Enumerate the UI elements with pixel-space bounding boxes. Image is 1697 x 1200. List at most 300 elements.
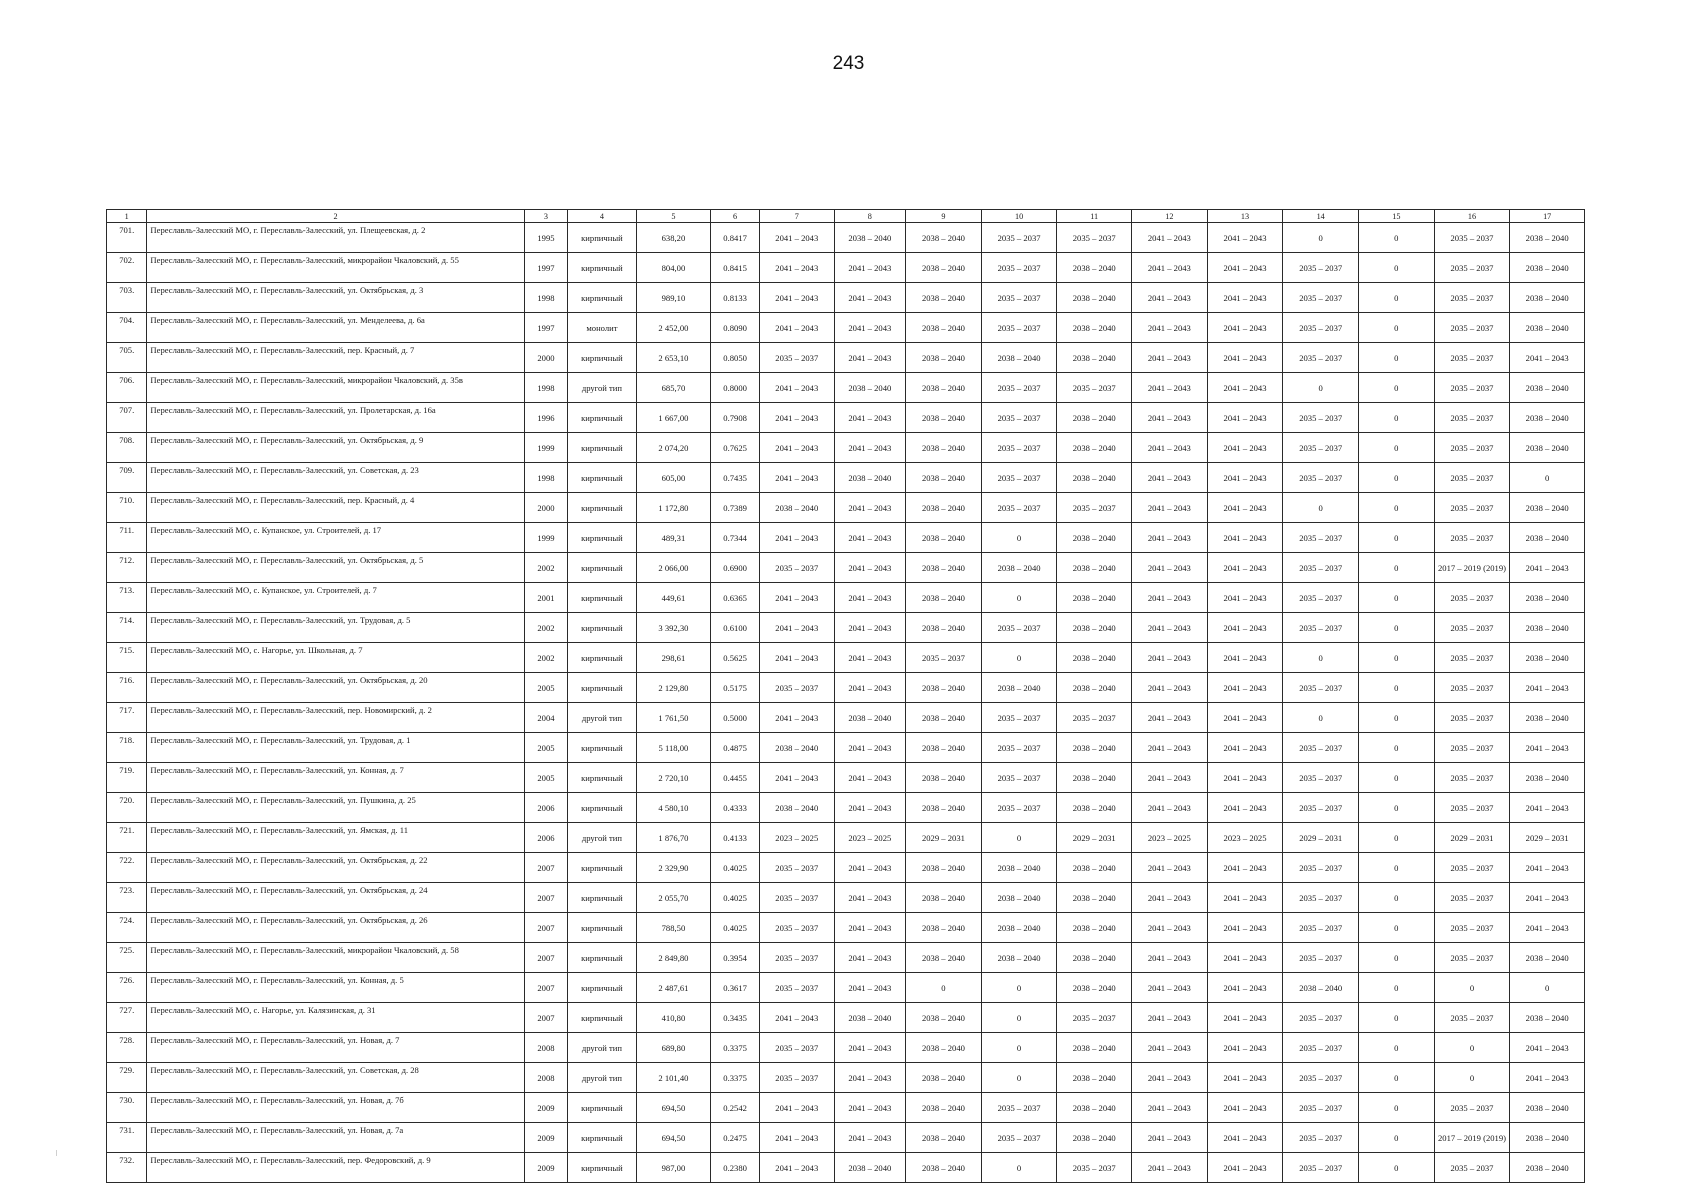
cell-period-13: 2041 – 2043 — [1207, 493, 1283, 523]
cell-address: Переславль-Залесский МО, г. Переславль-Залесский, ул. Октябрьская, д. 5 — [147, 553, 524, 583]
cell-period-12: 2041 – 2043 — [1132, 913, 1208, 943]
cell-period-7: 2041 – 2043 — [759, 1003, 834, 1033]
cell-area: 1 172,80 — [636, 493, 711, 523]
cell-area: 410,80 — [636, 1003, 711, 1033]
table-row — [107, 283, 1585, 313]
cell-period-17: 2038 – 2040 — [1510, 373, 1585, 403]
cell-period-9: 2038 – 2040 — [906, 943, 982, 973]
cell-period-14: 2035 – 2037 — [1283, 763, 1359, 793]
cell-wall-material: кирпичный — [568, 583, 636, 613]
cell-year-built: 2004 — [524, 703, 568, 733]
cell-period-8: 2041 – 2043 — [834, 1093, 906, 1123]
cell-address: Переславль-Залесский МО, с. Нагорье, ул. Школьная, д. 7 — [147, 643, 524, 673]
cell-period-8: 2041 – 2043 — [834, 913, 906, 943]
cell-wall-material: кирпичный — [568, 1093, 636, 1123]
cell-coefficient: 0.2542 — [711, 1093, 760, 1123]
cell-period-13: 2041 – 2043 — [1207, 793, 1283, 823]
cell-period-12: 2041 – 2043 — [1132, 643, 1208, 673]
cell-row-number: 715. — [107, 643, 147, 673]
cell-period-14: 2038 – 2040 — [1283, 973, 1359, 1003]
cell-coefficient: 0.5625 — [711, 643, 760, 673]
cell-row-number: 718. — [107, 733, 147, 763]
cell-area: 2 849,80 — [636, 943, 711, 973]
cell-coefficient: 0.7625 — [711, 433, 760, 463]
cell-area: 2 066,00 — [636, 553, 711, 583]
cell-period-13: 2041 – 2043 — [1207, 553, 1283, 583]
table-row — [107, 1123, 1585, 1153]
cell-wall-material: кирпичный — [568, 1123, 636, 1153]
cell-row-number: 704. — [107, 313, 147, 343]
cell-period-7: 2035 – 2037 — [759, 343, 834, 373]
cell-period-12: 2041 – 2043 — [1132, 223, 1208, 253]
cell-period-13: 2041 – 2043 — [1207, 643, 1283, 673]
cell-period-8: 2041 – 2043 — [834, 403, 906, 433]
cell-wall-material: кирпичный — [568, 853, 636, 883]
scan-mark — [56, 1150, 57, 1156]
cell-period-9: 2038 – 2040 — [906, 1063, 982, 1093]
cell-row-number: 721. — [107, 823, 147, 853]
cell-wall-material: кирпичный — [568, 403, 636, 433]
table-row — [107, 733, 1585, 763]
cell-wall-material: кирпичный — [568, 463, 636, 493]
cell-period-17: 2041 – 2043 — [1510, 553, 1585, 583]
cell-period-16: 0 — [1434, 1063, 1510, 1093]
cell-period-11: 2029 – 2031 — [1057, 823, 1132, 853]
cell-coefficient: 0.7389 — [711, 493, 760, 523]
cell-row-number: 719. — [107, 763, 147, 793]
cell-period-17: 2038 – 2040 — [1510, 763, 1585, 793]
cell-period-14: 0 — [1283, 223, 1359, 253]
cell-period-7: 2041 – 2043 — [759, 373, 834, 403]
cell-year-built: 2007 — [524, 883, 568, 913]
cell-period-7: 2041 – 2043 — [759, 643, 834, 673]
cell-coefficient: 0.8415 — [711, 253, 760, 283]
cell-period-13: 2041 – 2043 — [1207, 463, 1283, 493]
table-row — [107, 463, 1585, 493]
cell-year-built: 2000 — [524, 343, 568, 373]
cell-period-17: 2038 – 2040 — [1510, 253, 1585, 283]
cell-period-9: 2038 – 2040 — [906, 583, 982, 613]
cell-period-10: 2038 – 2040 — [981, 883, 1057, 913]
cell-period-11: 2038 – 2040 — [1057, 913, 1132, 943]
column-number-1: 1 — [107, 210, 147, 223]
cell-period-10: 2035 – 2037 — [981, 613, 1057, 643]
cell-period-14: 2035 – 2037 — [1283, 343, 1359, 373]
cell-address: Переславль-Залесский МО, г. Переславль-Залесский, пер. Федоровский, д. 9 — [147, 1153, 524, 1183]
cell-period-11: 2035 – 2037 — [1057, 223, 1132, 253]
cell-period-7: 2041 – 2043 — [759, 1123, 834, 1153]
cell-period-16: 2035 – 2037 — [1434, 613, 1510, 643]
table-row — [107, 913, 1585, 943]
cell-address: Переславль-Залесский МО, г. Переславль-Залесский, ул. Новая, д. 7а — [147, 1123, 524, 1153]
cell-address: Переславль-Залесский МО, г. Переславль-Залесский, ул. Октябрьская, д. 22 — [147, 853, 524, 883]
cell-period-16: 0 — [1434, 973, 1510, 1003]
cell-period-14: 2035 – 2037 — [1283, 1003, 1359, 1033]
cell-year-built: 1997 — [524, 313, 568, 343]
cell-period-10: 2038 – 2040 — [981, 913, 1057, 943]
cell-period-8: 2041 – 2043 — [834, 493, 906, 523]
cell-address: Переславль-Залесский МО, г. Переславль-Залесский, микрорайон Чкаловский, д. 55 — [147, 253, 524, 283]
table-row — [107, 253, 1585, 283]
column-number-16: 16 — [1434, 210, 1510, 223]
cell-period-17: 2041 – 2043 — [1510, 343, 1585, 373]
cell-period-11: 2038 – 2040 — [1057, 253, 1132, 283]
cell-period-16: 2035 – 2037 — [1434, 943, 1510, 973]
cell-period-13: 2041 – 2043 — [1207, 523, 1283, 553]
cell-period-12: 2041 – 2043 — [1132, 613, 1208, 643]
cell-period-10: 2035 – 2037 — [981, 493, 1057, 523]
cell-wall-material: кирпичный — [568, 643, 636, 673]
cell-wall-material: кирпичный — [568, 1153, 636, 1183]
cell-area: 2 074,20 — [636, 433, 711, 463]
cell-period-8: 2023 – 2025 — [834, 823, 906, 853]
cell-period-15: 0 — [1359, 1153, 1435, 1183]
cell-period-13: 2041 – 2043 — [1207, 583, 1283, 613]
cell-period-17: 2041 – 2043 — [1510, 883, 1585, 913]
cell-period-15: 0 — [1359, 733, 1435, 763]
cell-period-17: 2041 – 2043 — [1510, 1063, 1585, 1093]
cell-period-16: 2035 – 2037 — [1434, 313, 1510, 343]
table-row — [107, 823, 1585, 853]
cell-period-9: 2029 – 2031 — [906, 823, 982, 853]
cell-year-built: 2000 — [524, 493, 568, 523]
column-number-17: 17 — [1510, 210, 1585, 223]
cell-period-10: 2035 – 2037 — [981, 373, 1057, 403]
cell-period-13: 2041 – 2043 — [1207, 1153, 1283, 1183]
cell-period-17: 2038 – 2040 — [1510, 703, 1585, 733]
cell-period-15: 0 — [1359, 973, 1435, 1003]
cell-coefficient: 0.3375 — [711, 1063, 760, 1093]
cell-coefficient: 0.5000 — [711, 703, 760, 733]
table-row — [107, 883, 1585, 913]
cell-period-9: 2035 – 2037 — [906, 643, 982, 673]
cell-period-13: 2041 – 2043 — [1207, 433, 1283, 463]
cell-period-7: 2041 – 2043 — [759, 703, 834, 733]
cell-address: Переславль-Залесский МО, г. Переславль-Залесский, микрорайон Чкаловский, д. 58 — [147, 943, 524, 973]
cell-period-8: 2041 – 2043 — [834, 343, 906, 373]
cell-wall-material: кирпичный — [568, 763, 636, 793]
cell-period-11: 2038 – 2040 — [1057, 1033, 1132, 1063]
cell-period-11: 2038 – 2040 — [1057, 853, 1132, 883]
cell-period-8: 2038 – 2040 — [834, 703, 906, 733]
cell-period-13: 2041 – 2043 — [1207, 703, 1283, 733]
cell-period-7: 2035 – 2037 — [759, 1033, 834, 1063]
cell-period-17: 2038 – 2040 — [1510, 643, 1585, 673]
cell-period-17: 2038 – 2040 — [1510, 583, 1585, 613]
cell-year-built: 1998 — [524, 283, 568, 313]
cell-row-number: 732. — [107, 1153, 147, 1183]
cell-area: 1 761,50 — [636, 703, 711, 733]
cell-period-14: 2035 – 2037 — [1283, 1093, 1359, 1123]
cell-period-11: 2038 – 2040 — [1057, 673, 1132, 703]
cell-wall-material: кирпичный — [568, 283, 636, 313]
cell-period-10: 2035 – 2037 — [981, 703, 1057, 733]
cell-period-7: 2041 – 2043 — [759, 1153, 834, 1183]
cell-period-8: 2038 – 2040 — [834, 373, 906, 403]
cell-period-8: 2041 – 2043 — [834, 1123, 906, 1153]
cell-period-10: 2035 – 2037 — [981, 283, 1057, 313]
cell-period-15: 0 — [1359, 313, 1435, 343]
cell-period-12: 2041 – 2043 — [1132, 1033, 1208, 1063]
cell-address: Переславль-Залесский МО, г. Переславль-Залесский, ул. Трудовая, д. 5 — [147, 613, 524, 643]
cell-period-13: 2041 – 2043 — [1207, 673, 1283, 703]
cell-year-built: 2002 — [524, 613, 568, 643]
cell-period-13: 2041 – 2043 — [1207, 283, 1283, 313]
cell-coefficient: 0.4875 — [711, 733, 760, 763]
cell-address: Переславль-Залесский МО, г. Переславль-Залесский, ул. Конная, д. 7 — [147, 763, 524, 793]
cell-period-12: 2041 – 2043 — [1132, 403, 1208, 433]
cell-period-14: 2035 – 2037 — [1283, 253, 1359, 283]
cell-period-10: 2035 – 2037 — [981, 763, 1057, 793]
cell-row-number: 713. — [107, 583, 147, 613]
cell-row-number: 727. — [107, 1003, 147, 1033]
cell-period-16: 2035 – 2037 — [1434, 733, 1510, 763]
cell-period-14: 2035 – 2037 — [1283, 583, 1359, 613]
cell-period-12: 2041 – 2043 — [1132, 463, 1208, 493]
cell-period-13: 2041 – 2043 — [1207, 1063, 1283, 1093]
cell-area: 2 720,10 — [636, 763, 711, 793]
cell-period-15: 0 — [1359, 883, 1435, 913]
cell-period-17: 2038 – 2040 — [1510, 943, 1585, 973]
cell-row-number: 722. — [107, 853, 147, 883]
cell-period-14: 0 — [1283, 493, 1359, 523]
column-number-5: 5 — [636, 210, 711, 223]
cell-row-number: 701. — [107, 223, 147, 253]
cell-address: Переславль-Залесский МО, г. Переславль-Залесский, ул. Октябрьская, д. 24 — [147, 883, 524, 913]
cell-year-built: 2009 — [524, 1123, 568, 1153]
cell-period-8: 2041 – 2043 — [834, 583, 906, 613]
table-row — [107, 673, 1585, 703]
cell-period-11: 2035 – 2037 — [1057, 1003, 1132, 1033]
cell-coefficient: 0.8133 — [711, 283, 760, 313]
cell-period-17: 2029 – 2031 — [1510, 823, 1585, 853]
cell-area: 4 580,10 — [636, 793, 711, 823]
cell-period-13: 2041 – 2043 — [1207, 223, 1283, 253]
cell-period-11: 2038 – 2040 — [1057, 793, 1132, 823]
cell-period-13: 2041 – 2043 — [1207, 733, 1283, 763]
cell-period-13: 2041 – 2043 — [1207, 1003, 1283, 1033]
cell-period-10: 2035 – 2037 — [981, 433, 1057, 463]
cell-year-built: 2008 — [524, 1063, 568, 1093]
table-row — [107, 1153, 1585, 1183]
column-number-10: 10 — [981, 210, 1057, 223]
cell-year-built: 2007 — [524, 913, 568, 943]
cell-coefficient: 0.3617 — [711, 973, 760, 1003]
page-number: 243 — [832, 53, 865, 74]
register-table-wrapper — [106, 209, 1585, 1183]
cell-year-built: 2006 — [524, 823, 568, 853]
cell-period-10: 2035 – 2037 — [981, 253, 1057, 283]
cell-coefficient: 0.6900 — [711, 553, 760, 583]
cell-address: Переславль-Залесский МО, г. Переславль-Залесский, ул. Октябрьская, д. 26 — [147, 913, 524, 943]
cell-period-12: 2041 – 2043 — [1132, 283, 1208, 313]
cell-area: 2 055,70 — [636, 883, 711, 913]
cell-year-built: 2007 — [524, 973, 568, 1003]
cell-period-10: 0 — [981, 823, 1057, 853]
table-row — [107, 493, 1585, 523]
cell-year-built: 2002 — [524, 643, 568, 673]
cell-area: 1 876,70 — [636, 823, 711, 853]
cell-period-12: 2023 – 2025 — [1132, 823, 1208, 853]
table-row — [107, 553, 1585, 583]
cell-period-16: 2035 – 2037 — [1434, 493, 1510, 523]
cell-period-10: 2035 – 2037 — [981, 313, 1057, 343]
cell-period-12: 2041 – 2043 — [1132, 943, 1208, 973]
cell-period-16: 2017 – 2019 (2019) — [1434, 1123, 1510, 1153]
cell-period-9: 2038 – 2040 — [906, 433, 982, 463]
cell-period-15: 0 — [1359, 1123, 1435, 1153]
cell-period-9: 2038 – 2040 — [906, 703, 982, 733]
cell-period-8: 2041 – 2043 — [834, 943, 906, 973]
cell-coefficient: 0.8050 — [711, 343, 760, 373]
cell-period-15: 0 — [1359, 823, 1435, 853]
cell-period-9: 2038 – 2040 — [906, 1123, 982, 1153]
cell-period-16: 2029 – 2031 — [1434, 823, 1510, 853]
table-row — [107, 793, 1585, 823]
cell-period-12: 2041 – 2043 — [1132, 493, 1208, 523]
cell-period-14: 2035 – 2037 — [1283, 613, 1359, 643]
cell-year-built: 2005 — [524, 673, 568, 703]
cell-area: 2 129,80 — [636, 673, 711, 703]
cell-address: Переславль-Залесский МО, г. Переславль-Залесский, пер. Новомирский, д. 2 — [147, 703, 524, 733]
cell-wall-material: кирпичный — [568, 223, 636, 253]
cell-year-built: 2006 — [524, 793, 568, 823]
cell-period-16: 2035 – 2037 — [1434, 403, 1510, 433]
cell-period-11: 2038 – 2040 — [1057, 463, 1132, 493]
cell-period-7: 2041 – 2043 — [759, 253, 834, 283]
cell-period-9: 2038 – 2040 — [906, 1003, 982, 1033]
cell-period-14: 2035 – 2037 — [1283, 883, 1359, 913]
cell-period-16: 2035 – 2037 — [1434, 883, 1510, 913]
cell-row-number: 716. — [107, 673, 147, 703]
cell-year-built: 1999 — [524, 523, 568, 553]
cell-period-11: 2035 – 2037 — [1057, 703, 1132, 733]
cell-period-9: 2038 – 2040 — [906, 1093, 982, 1123]
cell-period-7: 2035 – 2037 — [759, 853, 834, 883]
cell-wall-material: кирпичный — [568, 553, 636, 583]
column-number-12: 12 — [1132, 210, 1208, 223]
cell-period-16: 0 — [1434, 1033, 1510, 1063]
cell-address: Переславль-Залесский МО, с. Нагорье, ул. Калязинская, д. 31 — [147, 1003, 524, 1033]
cell-period-16: 2035 – 2037 — [1434, 1153, 1510, 1183]
cell-row-number: 726. — [107, 973, 147, 1003]
cell-period-16: 2035 – 2037 — [1434, 223, 1510, 253]
cell-period-7: 2035 – 2037 — [759, 943, 834, 973]
cell-period-12: 2041 – 2043 — [1132, 1093, 1208, 1123]
cell-year-built: 2008 — [524, 1033, 568, 1063]
cell-area: 987,00 — [636, 1153, 711, 1183]
cell-period-9: 2038 – 2040 — [906, 1033, 982, 1063]
cell-row-number: 712. — [107, 553, 147, 583]
cell-period-11: 2038 – 2040 — [1057, 973, 1132, 1003]
cell-period-14: 2035 – 2037 — [1283, 1153, 1359, 1183]
cell-period-10: 2035 – 2037 — [981, 403, 1057, 433]
cell-wall-material: кирпичный — [568, 733, 636, 763]
cell-address: Переславль-Залесский МО, г. Переславль-Залесский, микрорайон Чкаловский, д. 35в — [147, 373, 524, 403]
cell-row-number: 729. — [107, 1063, 147, 1093]
cell-coefficient: 0.7435 — [711, 463, 760, 493]
cell-period-8: 2041 – 2043 — [834, 523, 906, 553]
cell-period-9: 0 — [906, 973, 982, 1003]
cell-period-11: 2038 – 2040 — [1057, 403, 1132, 433]
cell-row-number: 723. — [107, 883, 147, 913]
cell-period-16: 2035 – 2037 — [1434, 703, 1510, 733]
cell-period-12: 2041 – 2043 — [1132, 553, 1208, 583]
cell-wall-material: кирпичный — [568, 433, 636, 463]
cell-period-15: 0 — [1359, 253, 1435, 283]
cell-period-7: 2035 – 2037 — [759, 1063, 834, 1093]
cell-period-15: 0 — [1359, 643, 1435, 673]
cell-period-7: 2041 – 2043 — [759, 523, 834, 553]
cell-period-16: 2035 – 2037 — [1434, 673, 1510, 703]
cell-row-number: 705. — [107, 343, 147, 373]
cell-period-12: 2041 – 2043 — [1132, 673, 1208, 703]
cell-coefficient: 0.4025 — [711, 883, 760, 913]
column-number-7: 7 — [759, 210, 834, 223]
cell-period-8: 2041 – 2043 — [834, 763, 906, 793]
cell-wall-material: другой тип — [568, 1063, 636, 1093]
cell-address: Переславль-Залесский МО, г. Переславль-Залесский, ул. Пролетарская, д. 16а — [147, 403, 524, 433]
cell-period-17: 0 — [1510, 463, 1585, 493]
cell-row-number: 711. — [107, 523, 147, 553]
column-number-15: 15 — [1359, 210, 1435, 223]
cell-year-built: 2001 — [524, 583, 568, 613]
cell-area: 694,50 — [636, 1093, 711, 1123]
cell-period-15: 0 — [1359, 1063, 1435, 1093]
cell-period-8: 2041 – 2043 — [834, 973, 906, 1003]
cell-period-10: 2038 – 2040 — [981, 343, 1057, 373]
cell-period-10: 2038 – 2040 — [981, 553, 1057, 583]
cell-period-14: 2035 – 2037 — [1283, 673, 1359, 703]
cell-period-13: 2041 – 2043 — [1207, 1033, 1283, 1063]
cell-period-7: 2038 – 2040 — [759, 733, 834, 763]
cell-period-14: 2035 – 2037 — [1283, 463, 1359, 493]
cell-period-15: 0 — [1359, 223, 1435, 253]
cell-period-17: 2038 – 2040 — [1510, 223, 1585, 253]
cell-period-16: 2035 – 2037 — [1434, 643, 1510, 673]
cell-period-11: 2038 – 2040 — [1057, 613, 1132, 643]
cell-period-9: 2038 – 2040 — [906, 493, 982, 523]
cell-period-14: 2029 – 2031 — [1283, 823, 1359, 853]
cell-coefficient: 0.4133 — [711, 823, 760, 853]
cell-period-12: 2041 – 2043 — [1132, 883, 1208, 913]
cell-period-15: 0 — [1359, 553, 1435, 583]
table-row — [107, 1003, 1585, 1033]
cell-area: 5 118,00 — [636, 733, 711, 763]
cell-period-12: 2041 – 2043 — [1132, 583, 1208, 613]
cell-row-number: 730. — [107, 1093, 147, 1123]
cell-period-9: 2038 – 2040 — [906, 223, 982, 253]
cell-address: Переславль-Залесский МО, г. Переславль-Залесский, ул. Советская, д. 23 — [147, 463, 524, 493]
column-number-14: 14 — [1283, 210, 1359, 223]
cell-row-number: 710. — [107, 493, 147, 523]
cell-row-number: 706. — [107, 373, 147, 403]
cell-address: Переславль-Залесский МО, с. Купанское, ул. Строителей, д. 17 — [147, 523, 524, 553]
cell-coefficient: 0.3375 — [711, 1033, 760, 1063]
cell-period-9: 2038 – 2040 — [906, 673, 982, 703]
cell-period-12: 2041 – 2043 — [1132, 733, 1208, 763]
cell-address: Переславль-Залесский МО, г. Переславль-Залесский, ул. Октябрьская, д. 3 — [147, 283, 524, 313]
cell-period-7: 2041 – 2043 — [759, 313, 834, 343]
cell-period-11: 2038 – 2040 — [1057, 883, 1132, 913]
cell-period-15: 0 — [1359, 613, 1435, 643]
cell-period-12: 2041 – 2043 — [1132, 373, 1208, 403]
cell-period-16: 2035 – 2037 — [1434, 253, 1510, 283]
cell-period-11: 2035 – 2037 — [1057, 1153, 1132, 1183]
cell-period-11: 2038 – 2040 — [1057, 283, 1132, 313]
cell-period-14: 2035 – 2037 — [1283, 433, 1359, 463]
cell-coefficient: 0.6365 — [711, 583, 760, 613]
